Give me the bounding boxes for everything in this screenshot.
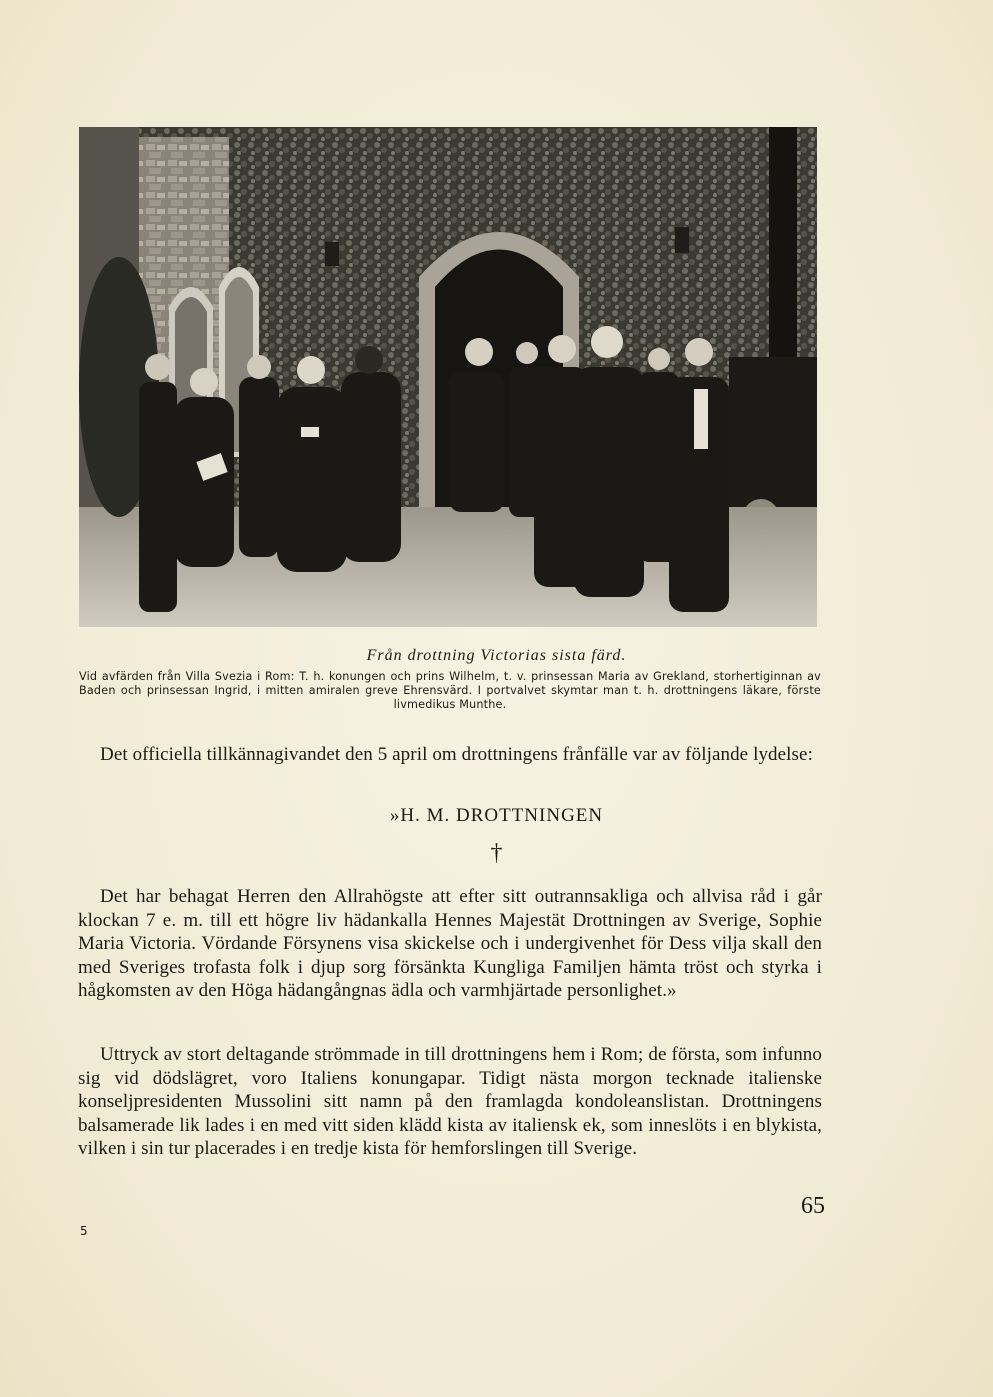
cross-symbol: † — [490, 840, 503, 866]
intro-paragraph: Det officiella tillkännagivandet den 5 april om drottningens frånfälle var av följande lydelse: — [100, 744, 813, 765]
closing-paragraph: Uttryck av stort deltagande strömmade in till drottningens hem i Rom; de första, som infunno sig vid dödslägret, voro Italiens konungapar. Tidigt nästa morgon tecknade italienske konseljpresidenten Mussolini sitt namn på den framlagda kondoleanslistan. Drottningens balsamerade lik lades i en med vitt siden klädd kista av italiensk ek, som inneslöts i en blykista, vilken i sin tur placerades i en tredje kista för hemforslingen till Sverige. — [78, 1044, 822, 1159]
announcement-paragraph: Det har behagat Herren den Allrahögste att efter sitt outrannsakliga och allvisa råd i går klockan 7 e. m. till ett högre liv hädankalla Hennes Majestät Drottningen av Sverige, Sophie Maria Victoria. Vördande Försynens visa skickelse och i undergivenhet för Dess vilja skall den med Sveriges trofasta folk i djup sorg försänkta Kungliga Familjen hämta tröst och styrka i hågkomsten av den Höga hädangångnas ädla och varmhjärtade personlighet.» — [78, 886, 822, 1001]
announcement-body — [78, 885, 822, 1003]
funeral-procession-photo — [79, 127, 817, 627]
closing-section — [78, 1043, 822, 1161]
announcement-heading: »H. M. DROTTNINGEN — [389, 805, 604, 826]
photo-caption-body: Vid avfärden från Villa Svezia i Rom: T. h. konungen och prins Wilhelm, t. v. prinsessan Maria av Grekland, storhertiginnan av Baden och prinsessan Ingrid, i mitten amiralen greve Ehrensvärd. I portvalvet skymtar man t. h. drottningens läkare, förste livmedikus Munthe. — [79, 670, 821, 711]
signature-mark: 5 — [80, 1224, 88, 1238]
photo-illustration — [79, 127, 817, 627]
page-number: 65 — [801, 1193, 825, 1219]
photo-caption-title: Från drottning Victorias sista färd. — [366, 647, 627, 664]
announcement-intro — [78, 743, 822, 767]
